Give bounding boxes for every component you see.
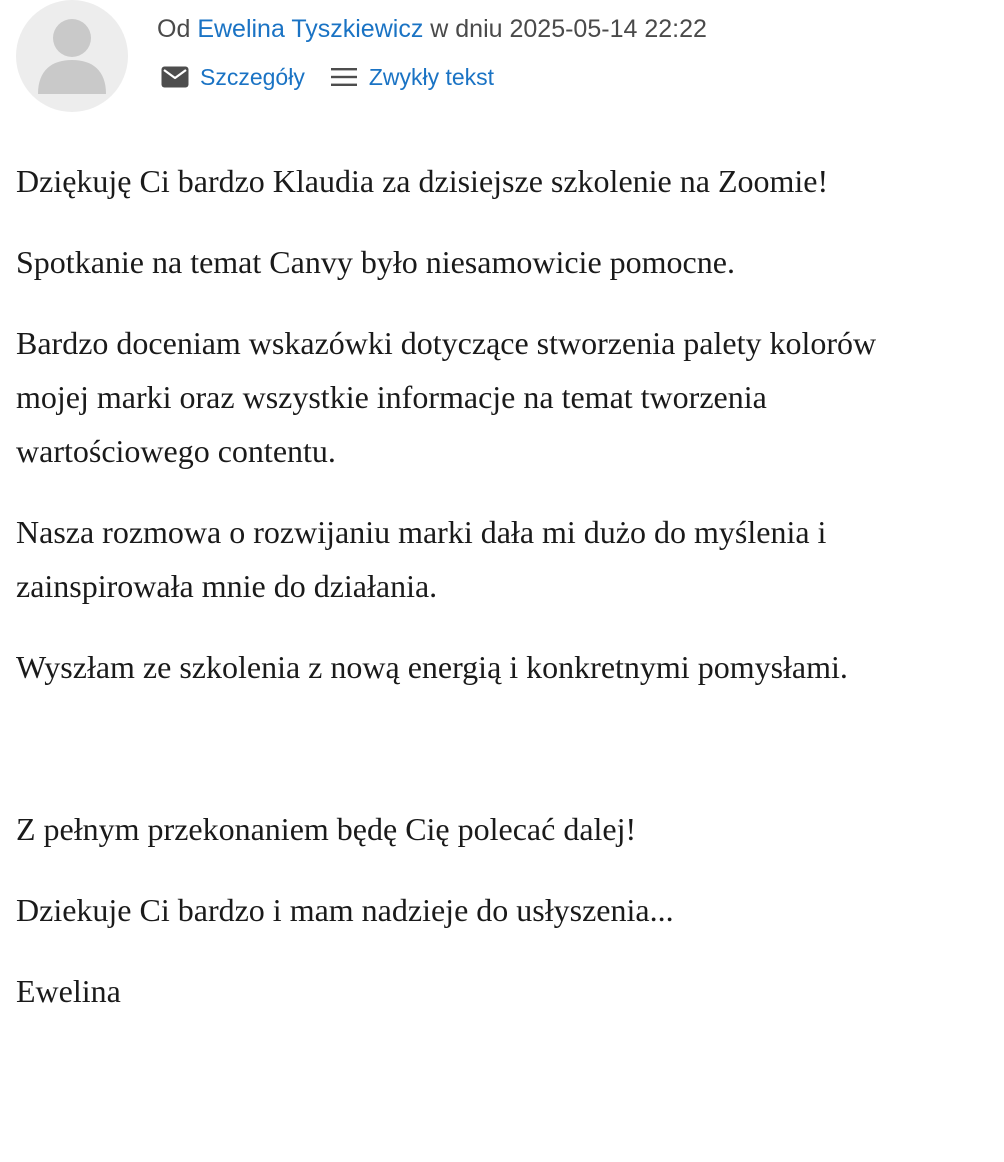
sender-line: [157, 11, 707, 47]
from-prefix: Od: [157, 15, 191, 43]
signature: Ewelina: [16, 973, 121, 1009]
sent-date: w dniu 2025-05-14 22:22: [430, 15, 707, 43]
envelope-icon: [160, 62, 190, 92]
sender-name-link[interactable]: Ewelina Tyszkiewicz: [197, 15, 424, 43]
plain-text-button[interactable]: [329, 62, 494, 92]
message-paragraph: Dziekuje Ci bardzo i mam nadzieje do usłyszenia...: [16, 892, 674, 928]
sender-avatar: [16, 0, 128, 112]
message-header: [0, 0, 1004, 120]
message-paragraph: Bardzo doceniam wskazówki dotyczące stworzenia palety kolorów mojej marki oraz wszystkie informacje na temat tworzenia wartościowego contentu.: [16, 325, 877, 469]
message-body: [16, 154, 946, 1045]
header-actions: [160, 59, 494, 95]
details-label: Szczegóły: [200, 63, 305, 90]
message-paragraph: Z pełnym przekonaniem będę Cię polecać dalej!: [16, 811, 637, 847]
person-icon: [16, 0, 128, 112]
details-button[interactable]: [160, 62, 305, 92]
message-paragraph: Spotkanie na temat Canvy było niesamowicie pomocne.: [16, 244, 735, 280]
message-paragraph: Wyszłam ze szkolenia z nową energią i konkretnymi pomysłami.: [16, 649, 848, 685]
message-paragraph: Dziękuję Ci bardzo Klaudia za dzisiejsze szkolenie na Zoomie!: [16, 163, 829, 199]
empty-line: [16, 721, 946, 775]
message-paragraph: Nasza rozmowa o rozwijaniu marki dała mi dużo do myślenia i zainspirowała mnie do działania.: [16, 514, 827, 604]
plain-text-label: Zwykły tekst: [368, 63, 495, 90]
lines-icon: [329, 62, 359, 92]
